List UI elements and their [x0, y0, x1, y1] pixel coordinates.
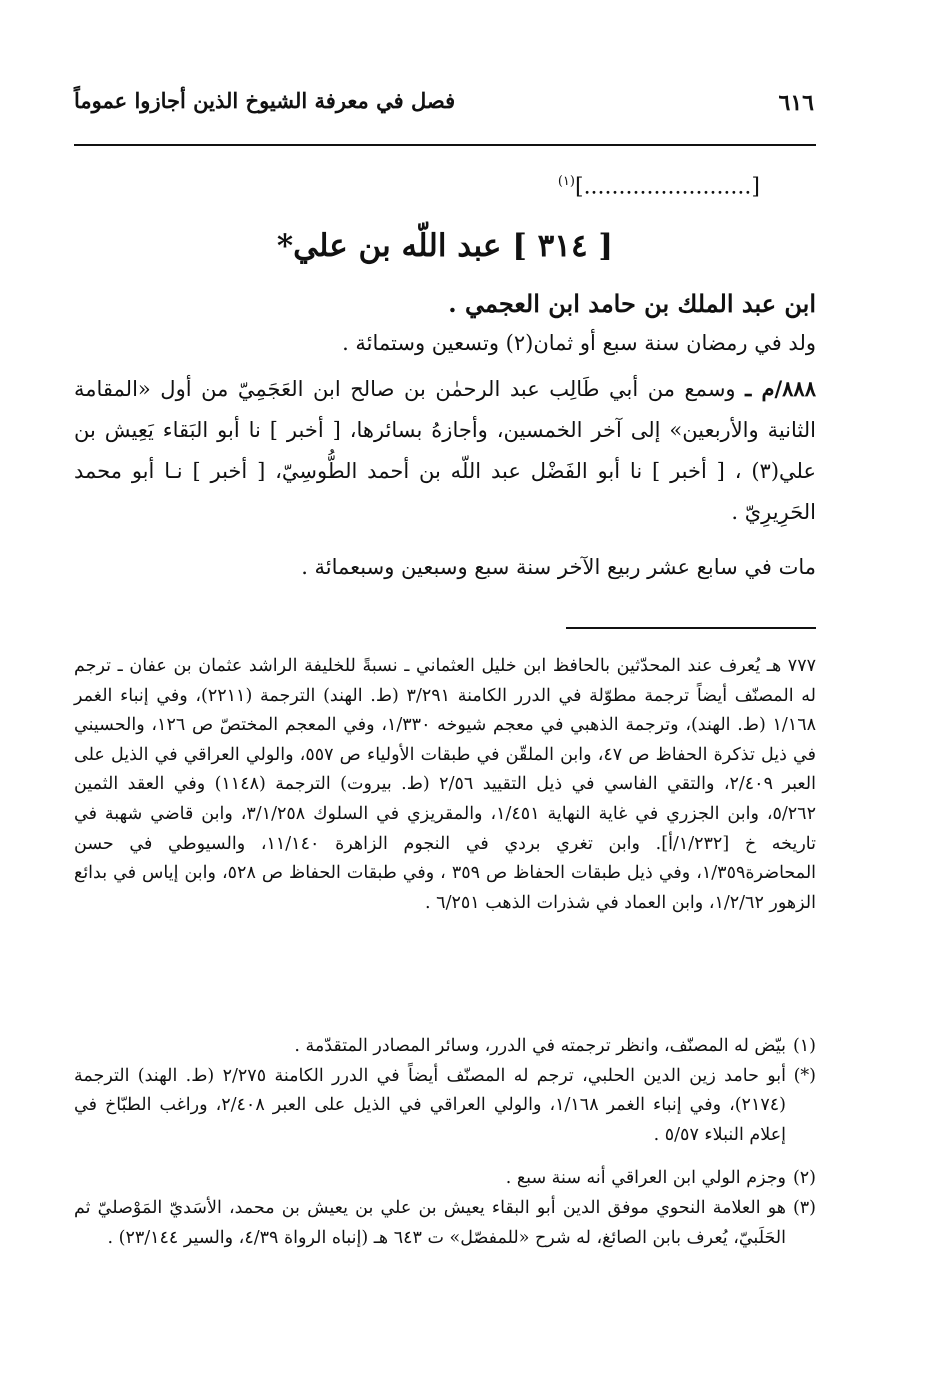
footnote-mark: (*) — [793, 1065, 816, 1086]
footnote-item — [74, 1194, 816, 1253]
running-title: فصل في معرفة الشيوخ الذين أجازوا عموماً — [74, 88, 456, 113]
footnote-text: وجزم الولي ابن العراقي أنه سنة سبع . — [505, 1168, 786, 1189]
footnote-item — [74, 1164, 816, 1194]
footnote-mark: (٣) — [792, 1197, 816, 1218]
header-divider — [74, 144, 816, 146]
footnote-spacer — [74, 1150, 816, 1164]
page-header — [74, 84, 814, 128]
footnote-divider — [566, 627, 816, 629]
footnote-mark: (٢) — [792, 1168, 816, 1189]
footnote-ref-1: (١) — [557, 174, 575, 189]
entry-main-paragraph — [74, 368, 816, 533]
footnote-item — [74, 1062, 816, 1151]
entry-death: مات في سابع عشر ربيع الآخر سنة سبع وسبعين وسبعمائة . — [301, 555, 816, 579]
entry-lineage: ابن عبد الملك بن حامد ابن العجمي . — [448, 289, 816, 318]
footnote-item — [74, 1032, 816, 1062]
entry-number: ٨٨٨/م ـ — [745, 376, 816, 401]
entry-title: [ ٣١٤ ] عبد اللّه بن علي* — [276, 228, 614, 264]
footnote-star-sources: ٧٧٧ هـ يُعرف عند المحدّثين بالحافظ ابن خليل العثماني ـ نسبةً للخليفة الراشد عثمان بن عفان ـ ترجم له المصنّف أيضاً ترجمة مطوّلة في الدرر الكامنة ٣/٢٩١ (ط. الهند) الترجمة (٢٢١١)، وفي إنباء الغمر ١/١٦٨ (ط. الهند)، وترجمة الذهبي في معجم شيوخه ١/٣٣٠، وفي المعجم المختصّ ص ١٢٦، والحسيني في ذيل تذكرة الحفاظ ص ٤٧، وابن الملقّن في طبقات الأولياء ص ٥٥٧، والولي العراقي في الذيل على العبر ٢/٤٠٩، والتقي الفاسي في ذيل التقييد ٢/٥٦ (ط. بيروت) الترجمة (١١٤٨) وفي العقد الثمين ٥/٢٦٢، وابن الجزري في غاية النهاية ١/٤٥١، والمقريزي في السلوك ٣/١/٢٥٨، وابن قاضي شهبة في تاريخه خ [١/٢٣٢/أ]. وابن تغري بردي في النجوم الزاهرة ١١/١٤٠، والسيوطي في حسن المحاضرة١/٣٥٩، وفي ذيل طبقات الحفاظ ص ٣٥٩ ، وفي طبقات الحفاظ ص ٥٢٨، وابن إياس في بدائع الزهور ١/٢/٦٢، وابن العماد في شذرات الذهب ٦/٢٥١ . — [74, 656, 817, 913]
entry-birth: ولد في رمضان سنة سبع أو ثمان(٢) وتسعين وستمائة . — [342, 331, 816, 355]
footnote-mark: (١) — [792, 1036, 816, 1056]
footnote-list — [74, 1032, 816, 1253]
footnote-text: هو العلامة النحوي موفق الدين أبو البقاء يعيش بن علي بن يعيش بن محمد، الأسَديّ المَوْصليّ ثم الحَلَبيّ، يُعرف بابن الصائغ، له شرح «للمفصّل» ت ٦٤٣ هـ (إنباه الرواة ٤/٣٩، والسير ٢٣/١٤٤) . — [74, 1197, 786, 1248]
page-number: ٦١٦ — [778, 90, 814, 116]
entry-main-text: وسمع من أبي طَالِب عبد الرحمٰن بن صالح ابن العَجَمِيّ من أول «المقامة الثانية والأربعين» إلى آخر الخمسين، وأجازهُ بسائرها، [ أخبر ] نا أبو البَقاء يَعِيش بن علي(٣) ، [ أخبر ] نا أبو الفَضْل عبد اللّه بن أحمد الطُّوسِيّ، [ أخبر ] نـا أبو محمد الحَرِيرِيّ . — [74, 377, 816, 524]
lacuna-line — [300, 174, 760, 199]
footnote-text: بيّض له المصنّف، وانظر ترجمته في الدرر، وسائر المصادر المتقدّمة . — [294, 1036, 786, 1056]
lacuna-dots: [........................] — [574, 174, 760, 200]
footnote-text: أبو حامد زين الدين الحلبي، ترجم له المصنّف أيضاً في الدرر الكامنة ٢/٢٧٥ (ط. الهند) الترجمة (٢١٧٤)، وفي إنباء الغمر ١/١٦٨، والولي العراقي في الذيل على العبر ٢/٤٠٨، وراغب الطبّاخ في إعلام النبلاء ٥/٥٧ . — [74, 1065, 786, 1145]
